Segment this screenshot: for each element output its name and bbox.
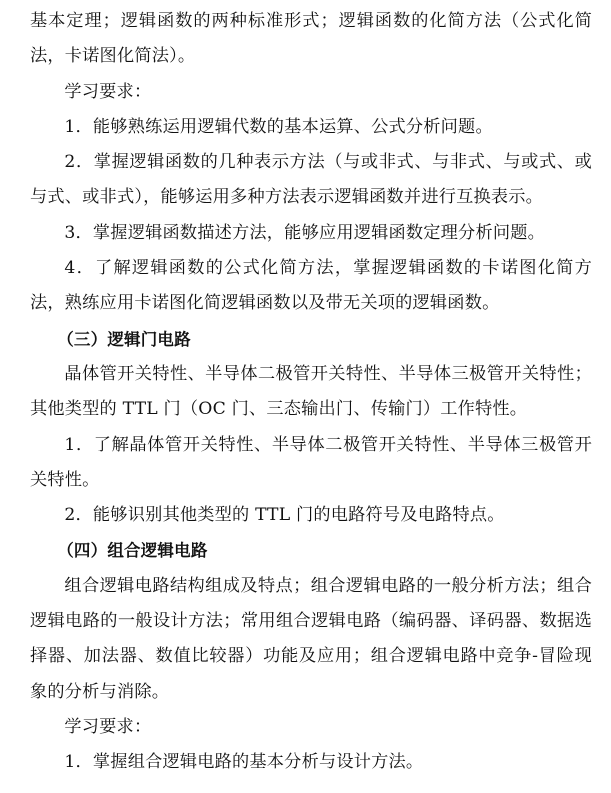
paragraph-logic-gates: 晶体管开关特性、半导体二极管开关特性、半导体三极管开关特性；其他类型的 TTL 门（OC 门、三态输出门、传输门）工作特性。: [30, 363, 592, 420]
requirement-item-3: 3．掌握逻辑函数描述方法，能够应用逻辑函数定理分析问题。: [64, 222, 545, 243]
paragraph-combinational-logic: 组合逻辑电路结构组成及特点；组合逻辑电路的一般分析方法；组合逻辑电路的一般设计方法；常用组合逻辑电路（编码器、译码器、数据选择器、加法器、数值比较器）功能及应用；组合逻辑电路中竞争-冒险现象的分析与消除。: [30, 575, 592, 702]
gates-requirement-item-1: 1．了解晶体管开关特性、半导体二极管开关特性、半导体三极管开关特性。: [30, 434, 592, 490]
learning-requirements-label-2: 学习要求：: [64, 716, 152, 737]
paragraph-basic-theorems: 基本定理；逻辑函数的两种标准形式；逻辑函数的化简方法（公式化简法，卡诺图化简法）。: [30, 11, 592, 67]
combinational-requirement-item-1: 1．掌握组合逻辑电路的基本分析与设计方法。: [64, 752, 424, 773]
section-heading-combinational-logic: （四）组合逻辑电路: [57, 541, 208, 561]
gates-requirement-item-2: 2．能够识别其他类型的 TTL 门的电路符号及电路特点。: [64, 505, 505, 526]
learning-requirements-label: 学习要求：: [64, 81, 152, 102]
section-heading-logic-gates: （三）逻辑门电路: [57, 329, 191, 349]
requirement-item-2: 2．掌握逻辑函数的几种表示方法（与或非式、与非式、与或式、或与式、或非式），能够运用多种方法表示逻辑函数并进行互换表示。: [30, 152, 592, 208]
requirement-item-1: 1．能够熟练运用逻辑代数的基本运算、公式分析问题。: [64, 116, 493, 137]
requirement-item-4: 4．了解逻辑函数的公式化简方法，掌握逻辑函数的卡诺图化简方法，熟练应用卡诺图化简逻辑函数以及带无关项的逻辑函数。: [30, 258, 592, 314]
